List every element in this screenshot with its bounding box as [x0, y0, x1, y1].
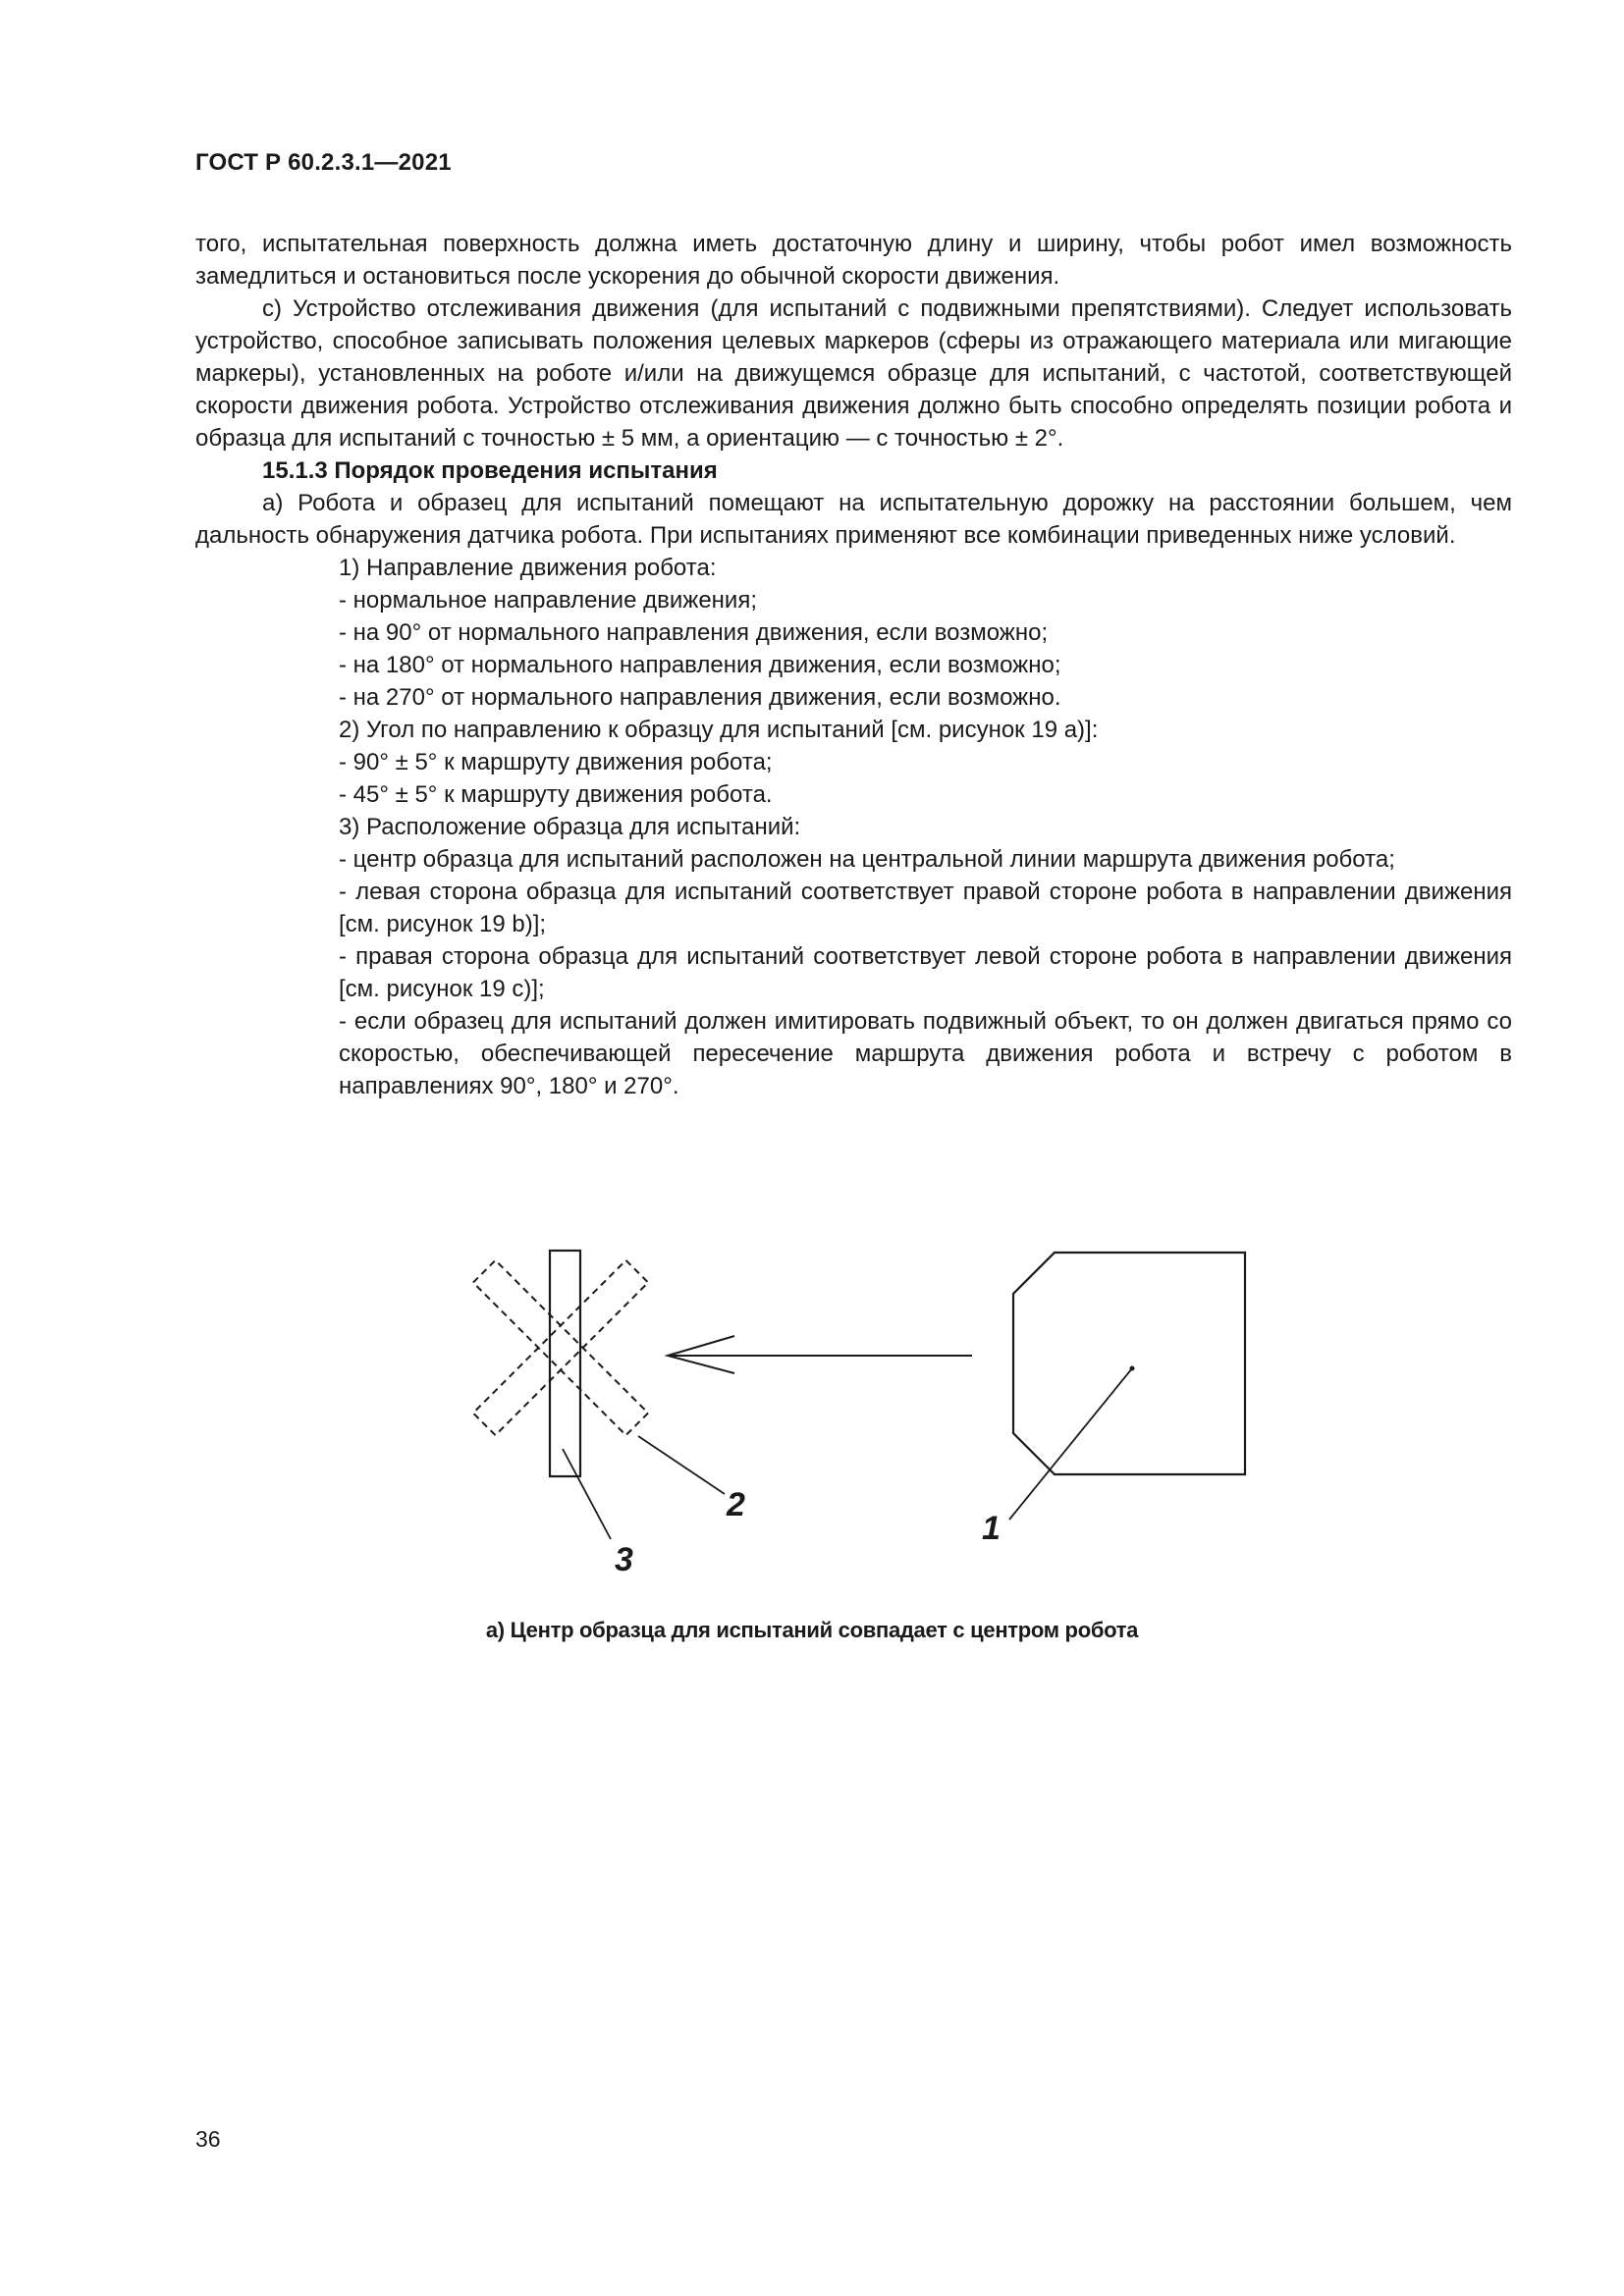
list-item: - нормальное направление движения;: [339, 587, 757, 614]
movement-arrow: [668, 1336, 972, 1373]
list-item: - на 90° от нормального направления движения, если возможно;: [339, 619, 1049, 646]
list-item: - 90° ± 5° к маршруту движения робота;: [339, 749, 773, 775]
paragraph-intro: того, испытательная поверхность должна иметь достаточную длину и ширину, чтобы робот имел возможность замедлиться и остановиться после ускорения до обычной скорости движения.: [195, 231, 1512, 290]
leader-line-3: [563, 1449, 611, 1539]
list-item: - если образец для испытаний должен имитировать подвижный объект, то он должен двигаться прямо со скоростью, обеспечивающей пересечение маршрута движения робота и встречу с роботом в направлениях 90°, 180° и 270°.: [339, 1008, 1512, 1099]
figure-label-1: 1: [982, 1510, 1001, 1547]
conditions-list: [339, 552, 1512, 1102]
paragraph-a: a) Робота и образец для испытаний помещают на испытательную дорожку на расстоянии большем, чем дальность обнаружения датчика робота. При испытаниях применяют все комбинации приведенных ниже условий.: [195, 490, 1512, 549]
list-item: - правая сторона образца для испытаний соответствует левой стороне робота в направлении движения [см. рисунок 19 c)];: [339, 943, 1512, 1002]
figure-label-3: 3: [615, 1541, 633, 1578]
figure-label-2: 2: [727, 1486, 745, 1523]
test-specimen: [550, 1251, 580, 1476]
robot-outline: [1013, 1253, 1245, 1474]
specimen-rotated-right: [473, 1260, 648, 1435]
list-item: - на 180° от нормального направления движения, если возможно;: [339, 652, 1061, 678]
figure-caption: a) Центр образца для испытаний совпадает с центром робота: [485, 1618, 1139, 1642]
body-text: [195, 228, 1512, 1102]
robot-center-marker: [1130, 1366, 1135, 1371]
list-item: 3) Расположение образца для испытаний:: [339, 814, 801, 840]
page-number: 36: [195, 2126, 221, 2152]
list-item: - на 270° от нормального направления движения, если возможно.: [339, 684, 1061, 711]
specimen-rotated-left: [473, 1260, 648, 1435]
list-item: 1) Направление движения робота:: [339, 555, 717, 581]
document-header: ГОСТ Р 60.2.3.1—2021: [195, 149, 452, 176]
leader-line-1: [1009, 1368, 1132, 1520]
paragraph-c: c) Устройство отслеживания движения (для испытаний с подвижными препятствиями). Следует использовать устройство, способное записывать положения целевых маркеров (сферы из отражающего материала или мигающие маркеры), установленных на роботе и/или на движущемся образце для испытаний, с частотой, соответствующей скорости движения робота. Устройство отслеживания движения должно быть способно определять позиции робота и образца для испытаний с точностью ± 5 мм, а ориентацию — с точностью ± 2°.: [195, 295, 1512, 452]
list-item: - 45° ± 5° к маршруту движения робота.: [339, 781, 773, 808]
leader-line-2: [638, 1436, 725, 1494]
section-heading: 15.1.3 Порядок проведения испытания: [262, 457, 718, 484]
list-item: - центр образца для испытаний расположен на центральной линии маршрута движения робота;: [339, 846, 1395, 873]
leader-lines: [563, 1368, 1132, 1539]
list-item: - левая сторона образца для испытаний соответствует правой стороне робота в направлении движения [см. рисунок 19 b)];: [339, 879, 1512, 937]
rotated-specimens: [473, 1260, 648, 1435]
list-item: 2) Угол по направлению к образцу для испытаний [см. рисунок 19 a)]:: [339, 717, 1099, 743]
